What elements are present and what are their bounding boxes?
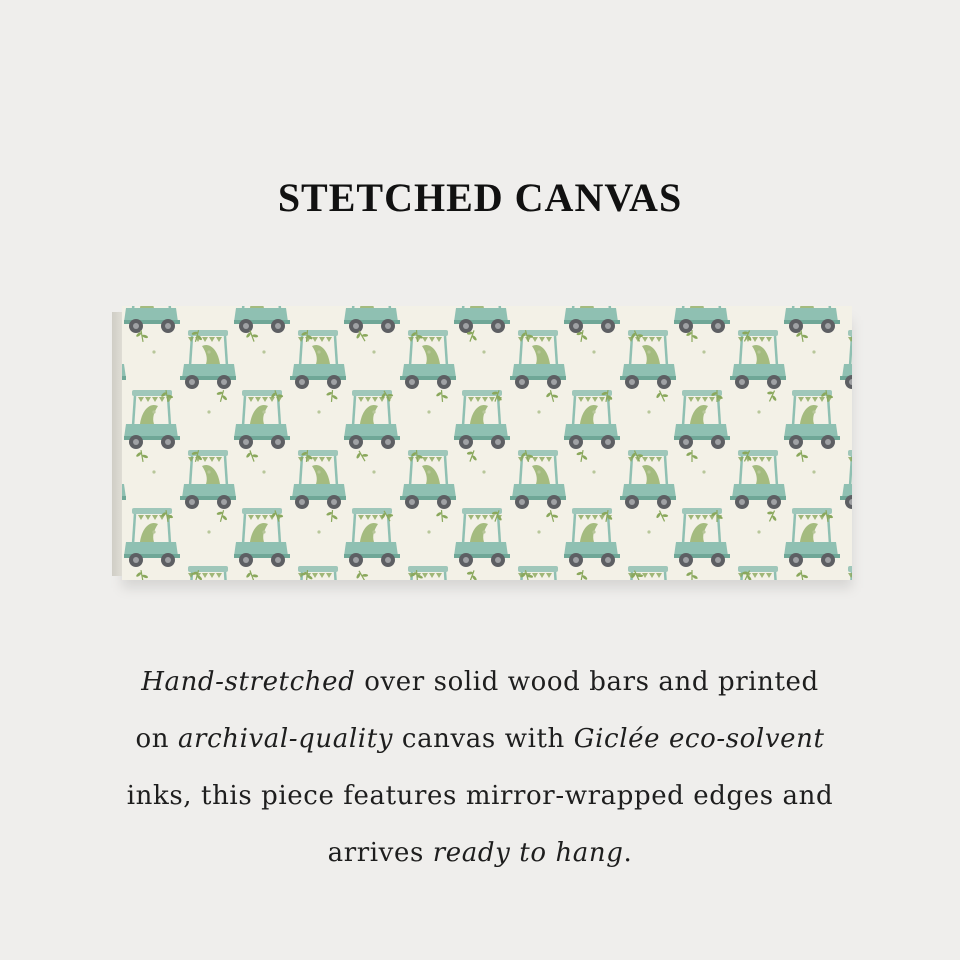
golf-cart-icon (510, 330, 566, 389)
description-segment: Hand-stretched (141, 667, 356, 697)
leaf-sprig-icon (135, 449, 149, 463)
dot-icon (537, 410, 540, 413)
golf-cart-icon (400, 450, 456, 509)
page-title: STETCHED CANVAS (277, 175, 683, 220)
dot-icon (317, 530, 320, 533)
canvas-product-image (112, 306, 850, 580)
dot-icon (702, 530, 705, 533)
dot-icon (427, 530, 430, 533)
leaf-sprig-icon (214, 509, 229, 524)
leaf-sprig-icon (435, 509, 449, 522)
description-line-2 (60, 711, 900, 768)
dot-icon (757, 470, 760, 473)
golf-cart-icon (840, 450, 852, 509)
description-line-3 (60, 768, 900, 825)
dot-icon (317, 470, 320, 473)
leaf-sprig-icon (544, 509, 559, 524)
golf-cart-icon (454, 390, 510, 449)
leaf-sprig-icon (764, 508, 780, 524)
dot-icon (702, 410, 705, 413)
dot-icon (647, 530, 650, 533)
dot-icon (372, 470, 375, 473)
leaf-sprig-icon (244, 568, 260, 580)
golf-cart-icon (122, 566, 126, 580)
leaf-sprig-icon (575, 449, 589, 463)
leaf-sprig-icon (544, 389, 559, 404)
dot-icon (647, 470, 650, 473)
golf-cart-icon (400, 330, 456, 389)
golf-cart-icon (290, 450, 346, 509)
leaf-sprig-icon (214, 389, 229, 404)
dot-icon (152, 350, 155, 353)
golf-cart-icon (344, 508, 400, 567)
description-segment: arrives (327, 838, 433, 868)
dot-icon (152, 530, 155, 533)
dot-icon (647, 350, 650, 353)
leaf-sprig-icon (575, 569, 589, 580)
dot-icon (372, 410, 375, 413)
golf-cart-icon (180, 330, 236, 389)
dot-icon (207, 350, 210, 353)
dot-icon (757, 410, 760, 413)
product-description (60, 654, 900, 882)
golf-cart-icon (620, 450, 676, 509)
golf-cart-icon (784, 390, 840, 449)
dot-icon (482, 350, 485, 353)
dot-icon (592, 350, 595, 353)
leaf-sprig-icon (464, 568, 480, 580)
dot-icon (482, 530, 485, 533)
description-segment: inks, this piece features mirror-wrapped edges and (126, 781, 834, 811)
dot-icon (427, 410, 430, 413)
dot-icon (757, 350, 760, 353)
leaf-sprig-icon (325, 509, 339, 522)
golf-cart-icon (510, 566, 566, 580)
golf-cart-icon (124, 306, 180, 333)
golf-cart-icon (840, 330, 852, 389)
dot-icon (372, 350, 375, 353)
golf-cart-icon (620, 330, 676, 389)
dot-icon (262, 470, 265, 473)
golf-cart-icon (122, 330, 126, 389)
dot-icon (647, 410, 650, 413)
description-segment: archival-quality (177, 724, 394, 754)
leaf-sprig-icon (244, 448, 260, 464)
leaf-sprig-icon (686, 570, 699, 580)
description-segment: on (135, 724, 178, 754)
dot-icon (592, 530, 595, 533)
leaf-sprig-icon (464, 448, 480, 464)
golf-cart-icon (400, 566, 456, 580)
dot-icon (812, 410, 815, 413)
golf-cart-icon (180, 450, 236, 509)
golf-cart-icon (454, 306, 510, 333)
dot-icon (207, 530, 210, 533)
leaf-sprig-icon (325, 389, 339, 402)
golf-cart-icon (344, 306, 400, 333)
dot-icon (702, 470, 705, 473)
dot-icon (812, 350, 815, 353)
dot-icon (262, 410, 265, 413)
dot-icon (482, 410, 485, 413)
leaf-sprig-icon (354, 568, 371, 580)
leaf-sprig-icon (795, 569, 809, 580)
dot-icon (372, 530, 375, 533)
golf-cart-icon (234, 306, 290, 333)
description-segment: over solid wood bars and printed (355, 667, 819, 697)
dot-icon (262, 350, 265, 353)
dot-icon (262, 530, 265, 533)
dot-icon (152, 470, 155, 473)
golf-cart-icon (180, 566, 236, 580)
description-segment: canvas with (393, 724, 574, 754)
golf-cart-icon (620, 566, 676, 580)
golf-cart-icon (730, 566, 786, 580)
leaf-sprig-icon (435, 389, 449, 402)
dot-icon (317, 350, 320, 353)
dot-icon (702, 350, 705, 353)
dot-icon (812, 530, 815, 533)
description-line-1 (60, 654, 900, 711)
leaf-sprig-icon (686, 450, 699, 462)
description-segment: ready to hang (432, 838, 624, 868)
dot-icon (482, 470, 485, 473)
dot-icon (592, 470, 595, 473)
golf-cart-icon (290, 330, 346, 389)
dot-icon (812, 470, 815, 473)
dot-icon (427, 470, 430, 473)
golf-cart-icon (124, 390, 180, 449)
golf-cart-icon (840, 566, 852, 580)
leaf-sprig-icon (135, 569, 149, 580)
golf-cart-pattern (122, 306, 852, 580)
golf-cart-icon (510, 450, 566, 509)
dot-icon (207, 470, 210, 473)
golf-cart-icon (564, 508, 620, 567)
dot-icon (152, 410, 155, 413)
canvas-artwork (122, 306, 852, 580)
golf-cart-icon (730, 450, 786, 509)
description-line-4 (60, 825, 900, 882)
description-segment: . (623, 838, 633, 868)
dot-icon (427, 350, 430, 353)
dot-icon (207, 410, 210, 413)
golf-cart-icon (730, 330, 786, 389)
golf-cart-icon (454, 508, 510, 567)
golf-cart-icon (784, 306, 840, 333)
dot-icon (537, 350, 540, 353)
leaf-sprig-icon (764, 388, 780, 404)
leaf-sprig-icon (354, 448, 371, 465)
golf-cart-icon (122, 450, 126, 509)
dot-icon (537, 470, 540, 473)
dot-icon (592, 410, 595, 413)
leaf-sprig-icon (654, 508, 670, 524)
description-segment: Giclée eco-solvent (573, 724, 825, 754)
golf-cart-icon (234, 390, 290, 449)
golf-cart-icon (674, 306, 730, 333)
leaf-sprig-icon (795, 449, 809, 463)
dot-icon (757, 530, 760, 533)
leaf-sprig-icon (654, 388, 670, 404)
golf-cart-icon (564, 306, 620, 333)
golf-cart-icon (344, 390, 400, 449)
dot-icon (537, 530, 540, 533)
dot-icon (317, 410, 320, 413)
golf-cart-icon (290, 566, 346, 580)
